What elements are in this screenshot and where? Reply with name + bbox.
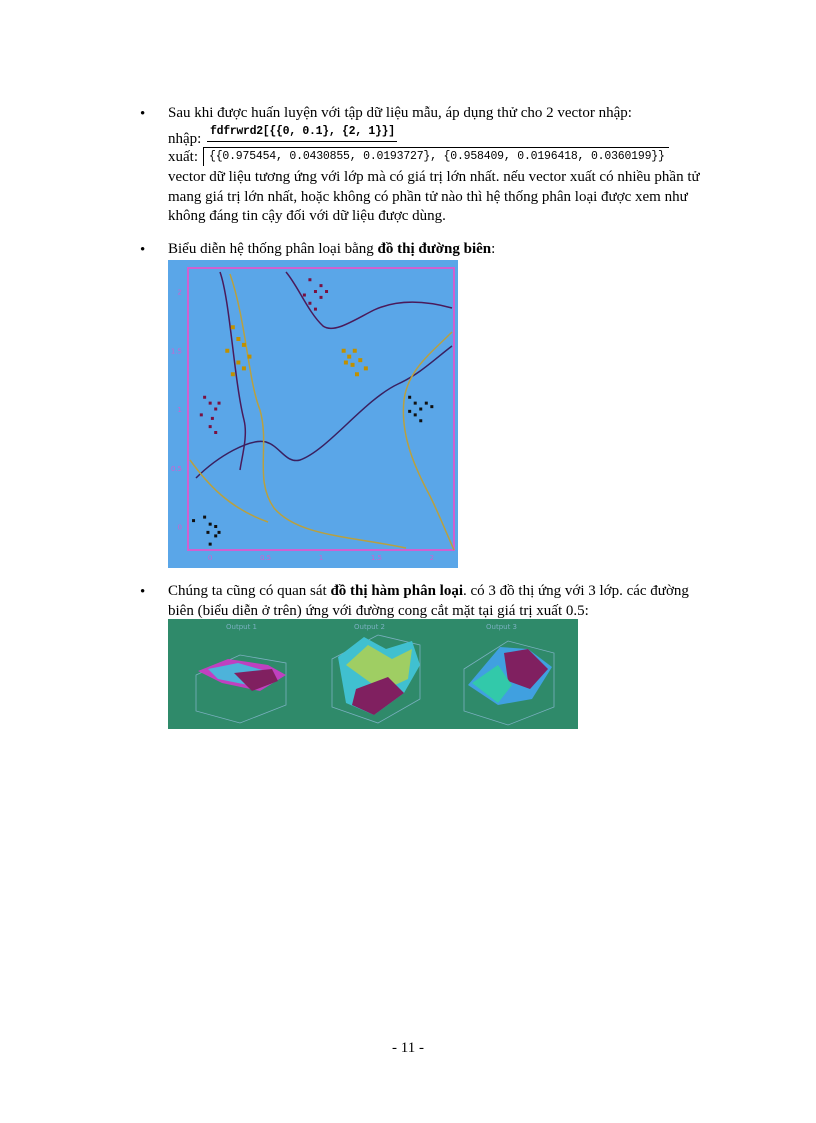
point-class_a_top-3: [303, 294, 306, 297]
boundary-heading: [168, 240, 708, 260]
point-class_a_top-1: [320, 284, 323, 287]
input-label: nhập:: [168, 131, 202, 147]
y-tick-label-1: 0.5: [170, 464, 182, 473]
surface-plots: [168, 619, 578, 729]
point-class_a_left-3: [200, 413, 203, 416]
point-class_c_right-2: [419, 408, 422, 411]
x-tick-label-0: 0: [207, 554, 213, 562]
point-class_b_left-0: [231, 325, 235, 329]
point-class_b_right-3: [358, 358, 362, 362]
input-code: fdfrwrd2[{{0, 0.1}, {2, 1}}]: [210, 125, 395, 138]
heading-pre: Biểu diễn hệ thống phân loại bằng: [168, 241, 378, 257]
point-class_c_left-4: [206, 531, 209, 534]
point-class_b_left-2: [242, 343, 246, 347]
point-class_c_left-0: [192, 519, 195, 522]
heading-bold: đồ thị đường biên: [377, 241, 492, 257]
point-class_b_right-1: [347, 355, 351, 359]
output-code: {{0.975454, 0.0430855, 0.0193727}, {0.958409, 0.0196418, 0.0360199}}: [203, 147, 669, 166]
output-label: xuất:: [168, 149, 198, 165]
surface-bold: đồ thị hàm phân loại: [330, 583, 464, 599]
point-class_b_left-4: [247, 355, 251, 359]
surface-title-1: Output 1: [226, 623, 257, 631]
point-class_b_right-2: [353, 349, 357, 353]
bullet-marker: •: [140, 584, 146, 600]
point-class_a_top-7: [314, 308, 317, 311]
point-class_b_right-7: [355, 372, 359, 376]
x-tick-label-2: 1: [318, 554, 324, 562]
point-class_c_right-6: [408, 410, 411, 413]
bullet-marker: •: [140, 106, 146, 122]
point-class_b_right-6: [344, 361, 348, 365]
intro-text: Sau khi được huấn luyện với tập dữ liệu mẫu, áp dụng thử cho 2 vector nhập:: [168, 105, 632, 121]
surface-title-2: Output 2: [354, 623, 385, 631]
point-class_a_top-6: [325, 290, 328, 293]
y-tick-label-3: 1.5: [170, 347, 182, 356]
point-class_c_left-2: [209, 523, 212, 526]
point-class_b_right-5: [364, 366, 368, 370]
point-class_c_left-1: [203, 516, 206, 519]
surface-post: . có 3 đồ thị ứng với 3 lớp. các đường biên (biểu diễn ở trên) ứng với đường cong cắt mặt tại giá trị xuất 0.5:: [168, 583, 689, 619]
boundary-chart: [168, 260, 458, 568]
surface-heading: [168, 582, 708, 621]
bullet-marker: •: [140, 242, 146, 258]
point-class_a_top-2: [314, 290, 317, 293]
point-class_b_left-5: [236, 361, 240, 365]
point-class_a_left-2: [214, 408, 217, 411]
point-class_b_right-0: [342, 349, 346, 353]
point-class_a_left-4: [211, 417, 214, 420]
point-class_c_right-4: [414, 413, 417, 416]
point-class_b_left-1: [236, 337, 240, 341]
input-underline: [207, 141, 397, 142]
point-class_c_left-7: [218, 531, 221, 534]
point-class_c_right-7: [430, 405, 433, 408]
x-tick-label-4: 2: [429, 554, 435, 562]
page-number: - 11 -: [392, 1040, 424, 1056]
boundary-chart-svg: [168, 260, 458, 568]
point-class_c_right-0: [408, 396, 411, 399]
point-class_b_left-6: [242, 366, 246, 370]
body-text: vector dữ liệu tương ứng với lớp mà có giá trị lớn nhất. nếu vector xuất có nhiều phần tử mang giá trị lớn nhất, hoặc không có phần tử nào thì hệ thống phân loại được xem như không đáng tin cậy đối với dữ liệu được dùng.: [168, 169, 700, 224]
point-class_b_right-4: [351, 363, 355, 367]
point-class_a_top-5: [308, 302, 311, 305]
surface-pre: Chúng ta cũng có quan sát: [168, 583, 331, 599]
x-tick-label-3: 1.5: [370, 554, 382, 562]
point-class_a_left-0: [203, 396, 206, 399]
point-class_b_left-3: [225, 349, 229, 353]
point-class_a_left-1: [209, 402, 212, 405]
x-tick-label-1: 0.5: [260, 554, 272, 562]
point-class_a_left-5: [218, 402, 221, 405]
point-class_c_right-3: [425, 402, 428, 405]
point-class_c_left-5: [214, 534, 217, 537]
y-tick-label-2: 1: [177, 406, 182, 414]
point-class_c_left-3: [214, 525, 217, 528]
point-class_a_top-4: [320, 296, 323, 299]
y-tick-label-0: 0: [177, 523, 182, 532]
point-class_a_left-6: [209, 425, 212, 428]
point-class_b_left-7: [231, 372, 235, 376]
point-class_c_right-1: [414, 402, 417, 405]
heading-post: :: [491, 241, 496, 257]
point-class_c_right-5: [419, 419, 422, 422]
point-class_a_left-7: [214, 431, 217, 434]
point-class_a_top-0: [308, 278, 311, 281]
y-tick-label-4: 2: [177, 288, 182, 297]
surface-title-3: Output 3: [486, 623, 517, 631]
surface-plots-svg: [168, 619, 578, 729]
point-class_c_left-6: [209, 543, 212, 546]
